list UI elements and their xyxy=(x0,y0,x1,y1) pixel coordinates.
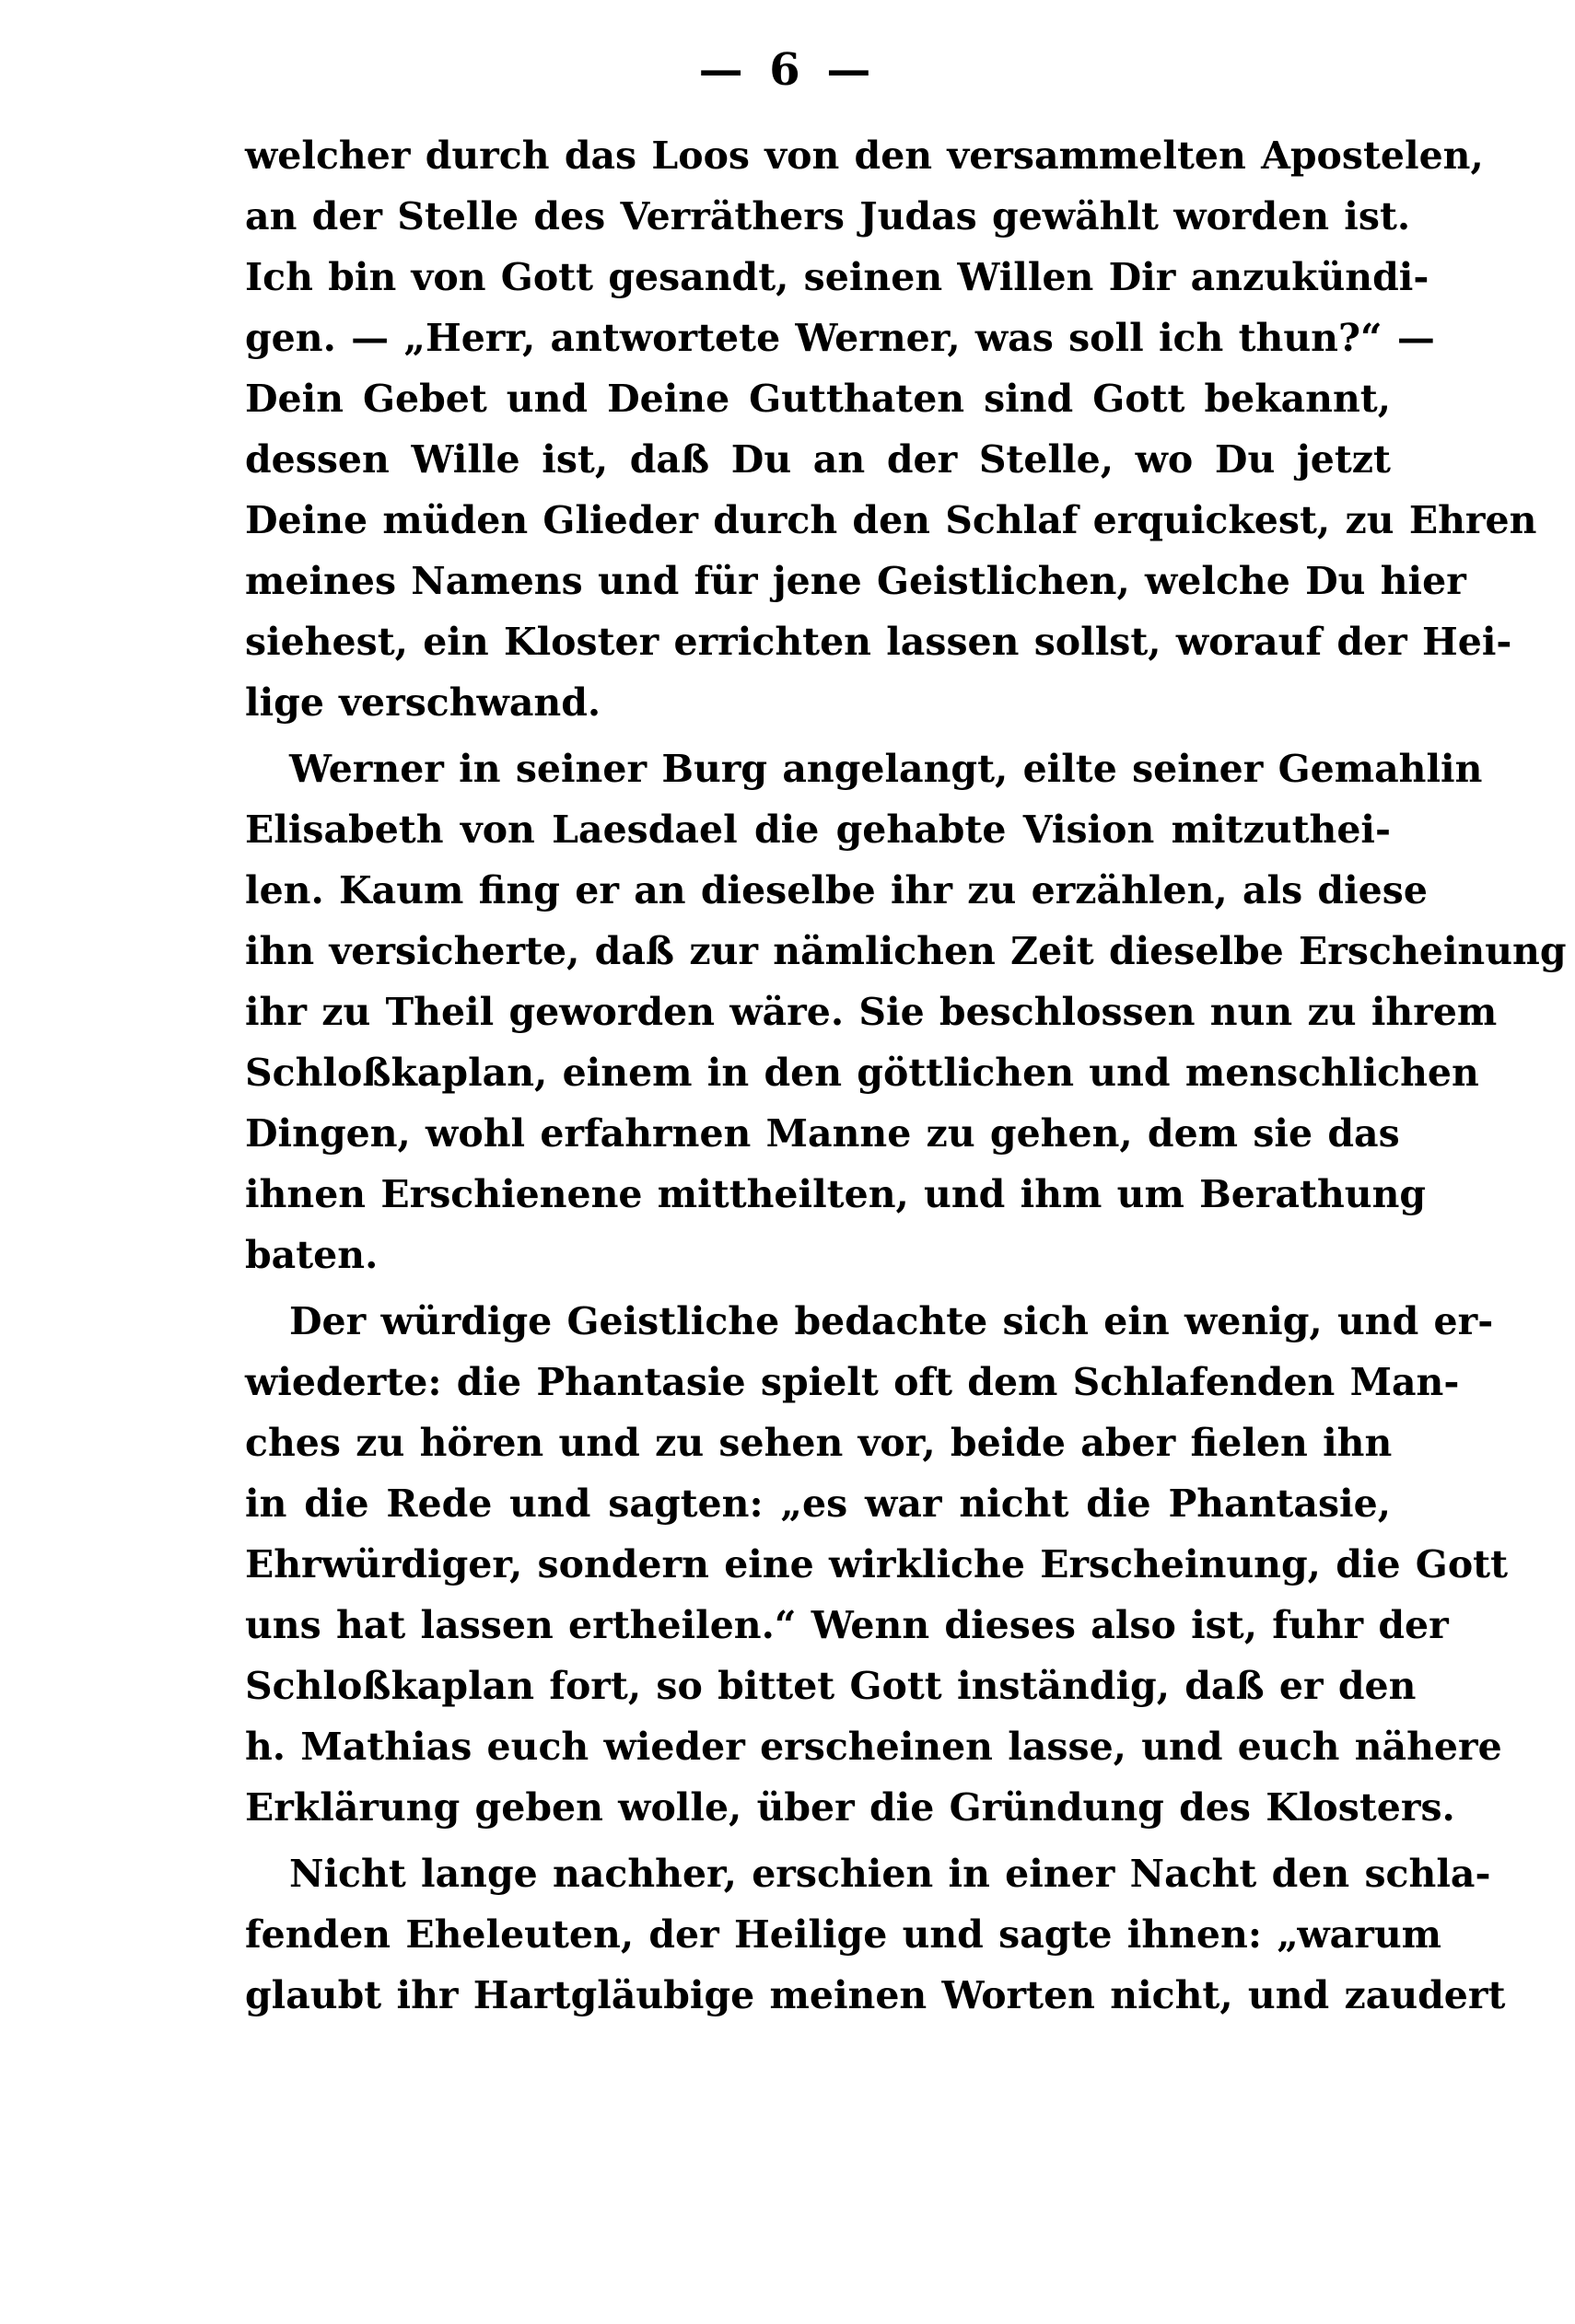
text-line: gen. — „Herr, antwortete Werner, was soll ich thun?“ — xyxy=(245,316,1435,360)
text-line: dessen Wille ist, daß Du an der Stelle, wo Du jetzt xyxy=(245,437,1391,482)
text-line: an der Stelle des Verräthers Judas gewählt worden ist. xyxy=(245,194,1411,238)
text-line: Dingen, wohl erfahrnen Manne zu gehen, dem sie das xyxy=(245,1111,1400,1156)
text-line: ihr zu Theil geworden wäre. Sie beschlossen nun zu ihrem xyxy=(245,990,1498,1034)
text-line: siehest, ein Kloster errichten lassen sollst, worauf der Hei- xyxy=(245,620,1512,664)
text-line: ihnen Erschienene mittheilten, und ihm um Berathung xyxy=(245,1172,1427,1216)
text-line: Erklärung geben wolle, über die Gründung des Klosters. xyxy=(245,1785,1455,1830)
text-line: Werner in seiner Burg angelangt, eilte seiner Gemahlin xyxy=(289,747,1483,791)
text-line: baten. xyxy=(245,1233,379,1277)
text-line: ihn versicherte, daß zur nämlichen Zeit dieselbe Erscheinung xyxy=(245,929,1567,973)
paragraph xyxy=(245,125,1537,733)
text-line: wiederte: die Phantasie spielt oft dem Schlafenden Man- xyxy=(245,1360,1460,1404)
text-line: lige verschwand. xyxy=(245,680,601,725)
text-line: Dein Gebet und Deine Gutthaten sind Gott bekannt, xyxy=(245,377,1391,421)
paragraph xyxy=(245,738,1567,1285)
page-number: — 6 — xyxy=(698,44,877,96)
text-line: welcher durch das Loos von den versammelten Apostelen, xyxy=(245,134,1484,178)
paragraph xyxy=(245,1291,1509,1838)
text-line: Ehrwürdiger, sondern eine wirkliche Erscheinung, die Gott xyxy=(245,1542,1509,1586)
text-line: Schloßkaplan fort, so bittet Gott inständig, daß er den xyxy=(245,1664,1417,1708)
text-line: Elisabeth von Laesdael die gehabte Vision mitzuthei- xyxy=(245,808,1391,852)
text-line: Deine müden Glieder durch den Schlaf erquickest, zu Ehren xyxy=(245,498,1537,542)
text-line: Der würdige Geistliche bedachte sich ein wenig, und er- xyxy=(289,1299,1494,1343)
text-line: in die Rede und sagten: „es war nicht die Phantasie, xyxy=(245,1482,1391,1526)
text-line: fenden Eheleuten, der Heilige und sagte ihnen: „warum xyxy=(245,1912,1442,1957)
paragraph xyxy=(245,1843,1506,2026)
text-line: glaubt ihr Hartgläubige meinen Worten nicht, und zaudert xyxy=(245,1973,1506,2017)
text-line: ches zu hören und zu sehen vor, beide aber fielen ihn xyxy=(245,1421,1393,1465)
body-text xyxy=(245,125,1567,2031)
text-line: Schloßkaplan, einem in den göttlichen und menschlichen xyxy=(245,1051,1479,1095)
text-line: h. Mathias euch wieder erscheinen lasse, und euch nähere xyxy=(245,1725,1502,1769)
text-line: meines Namens und für jene Geistlichen, welche Du hier xyxy=(245,559,1466,603)
text-line: Nicht lange nachher, erschien in einer Nacht den schla- xyxy=(289,1852,1491,1896)
text-line: Ich bin von Gott gesandt, seinen Willen Dir anzukündi- xyxy=(245,255,1429,299)
text-line: len. Kaum fing er an dieselbe ihr zu erzählen, als diese xyxy=(245,868,1428,912)
text-line: uns hat lassen ertheilen.“ Wenn dieses also ist, fuhr der xyxy=(245,1603,1449,1647)
